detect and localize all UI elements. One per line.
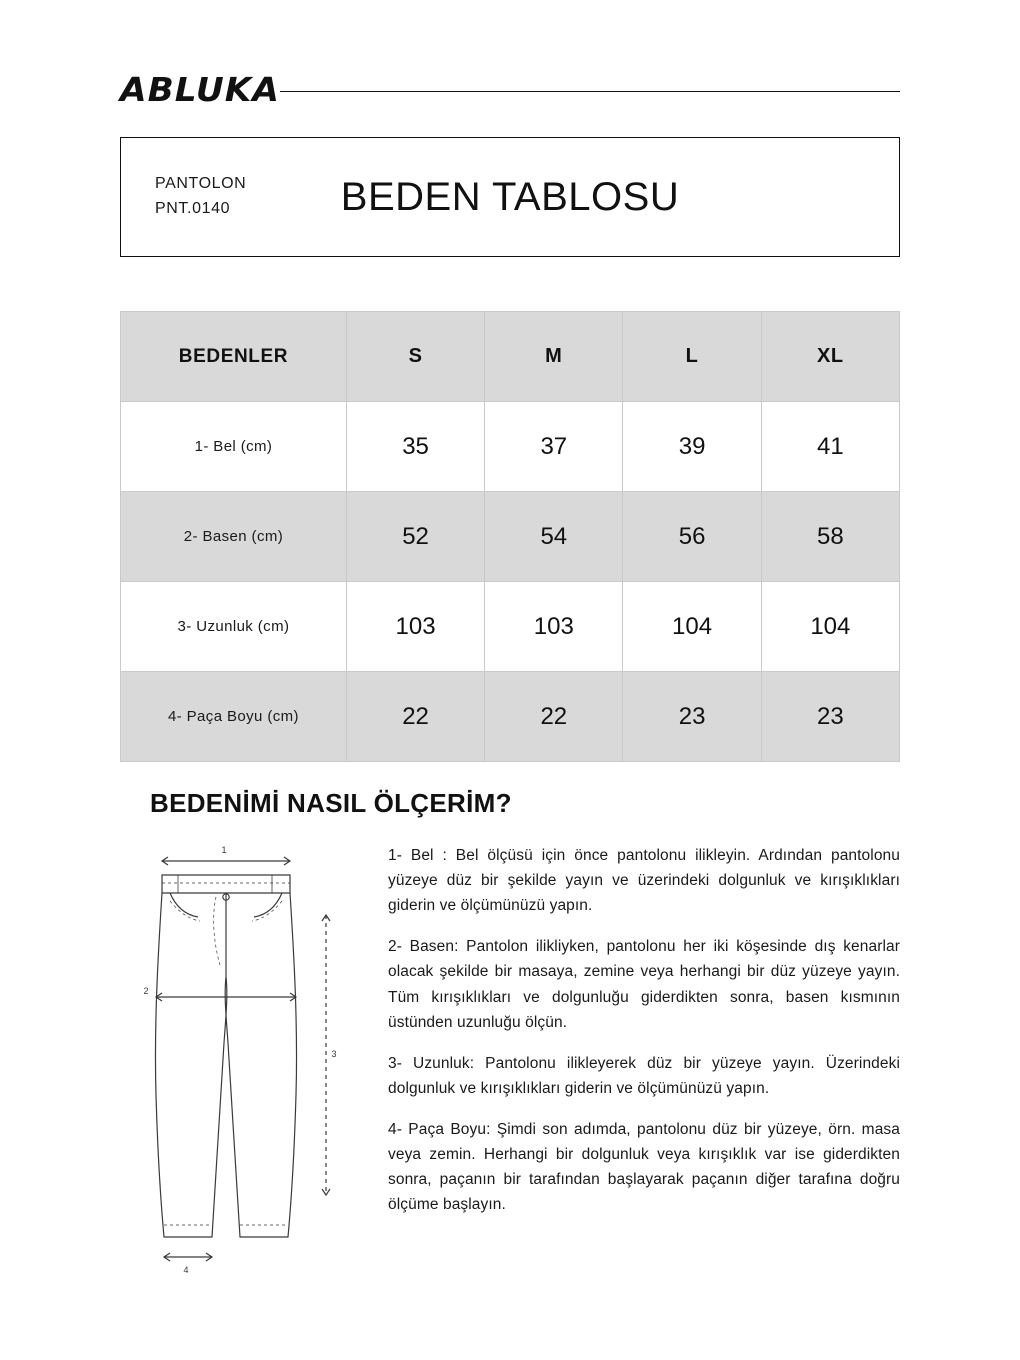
howto-instructions — [388, 841, 900, 1217]
measure-value: 39 — [623, 402, 761, 492]
product-code: PNT.0140 — [155, 200, 231, 217]
pants-illustration-icon — [120, 845, 360, 1275]
instruction-paragraph: 3- Uzunluk: Pantolonu ilikleyerek düz bir yüzeye yayın. Üzerindeki dolgunluk ve kırışıklıkları giderin ve ölçümünüzü yapın. — [388, 1054, 900, 1097]
instruction-paragraph: 1- Bel : Bel ölçüsü için önce pantolonu ilikleyin. Ardından pantolonu yüzeye düz bir şekilde yayın ve üzerindeki dolgunluk ve kırışıklıkları giderin ve ölçümünüzü yapın. — [388, 847, 900, 915]
measure-value: 23 — [761, 672, 899, 762]
table-header-cell: L — [623, 312, 761, 402]
brand-logo: ABLUKA — [120, 70, 280, 109]
measure-value: 58 — [761, 492, 899, 582]
measure-value: 54 — [485, 492, 623, 582]
product-identity — [155, 172, 246, 222]
table-row — [121, 672, 900, 762]
product-category: PANTOLON — [155, 175, 247, 193]
figure-label-1: 1 — [221, 845, 227, 855]
figure-label-3: 3 — [331, 1049, 337, 1059]
table-header-cell: S — [346, 312, 484, 402]
table-header-cell: BEDENLER — [121, 312, 347, 402]
measure-value: 104 — [623, 582, 761, 672]
measure-value: 52 — [346, 492, 484, 582]
measure-value: 23 — [623, 672, 761, 762]
table-header-row — [121, 312, 900, 402]
header-divider — [280, 91, 900, 92]
figure-label-2: 2 — [143, 986, 149, 996]
instruction-paragraph: 2- Basen: Pantolon ilikliyken, pantolonu her iki köşesinde dış kenarlar olacak şekilde bir masaya, zemine veya herhangi bir düz yüzeye yayın. Tüm kırışıklıkları ve dolgunluğu giderdikten sonra, basen kısmının üstünden uzunluğu ölçün. — [388, 938, 900, 1031]
measure-value: 22 — [346, 672, 484, 762]
size-table — [120, 311, 900, 762]
measure-label: 1- Bel (cm) — [121, 402, 347, 492]
page-title: BEDEN TABLOSU — [340, 174, 680, 219]
measure-value: 56 — [623, 492, 761, 582]
measure-value: 22 — [485, 672, 623, 762]
title-box — [120, 137, 900, 257]
instruction-paragraph: 4- Paça Boyu: Şimdi son adımda, pantolonu düz bir yüzeye, örn. masa veya zemin. Herhangi bir dolgunluk veya kırışıklık var ise giderdikten sonra, paçanın bir tarafından başlayarak paçanın diğer tarafına doğru ölçüme başlayın. — [388, 1120, 900, 1214]
table-header-cell: M — [485, 312, 623, 402]
brand-header — [120, 70, 900, 109]
howto-heading: BEDENİMİ NASIL ÖLÇERİM? — [150, 788, 512, 818]
table-header-cell: XL — [761, 312, 899, 402]
measure-value: 103 — [346, 582, 484, 672]
measure-label: 2- Basen (cm) — [121, 492, 347, 582]
howto-section — [120, 841, 900, 1275]
measure-value: 103 — [485, 582, 623, 672]
measure-value: 41 — [761, 402, 899, 492]
measure-value: 104 — [761, 582, 899, 672]
table-row — [121, 582, 900, 672]
figure-label-4: 4 — [183, 1265, 189, 1275]
measure-label: 4- Paça Boyu (cm) — [121, 672, 347, 762]
table-row — [121, 402, 900, 492]
pants-diagram — [120, 841, 360, 1275]
measure-value: 37 — [485, 402, 623, 492]
measure-label: 3- Uzunluk (cm) — [121, 582, 347, 672]
measure-value: 35 — [346, 402, 484, 492]
table-row — [121, 492, 900, 582]
